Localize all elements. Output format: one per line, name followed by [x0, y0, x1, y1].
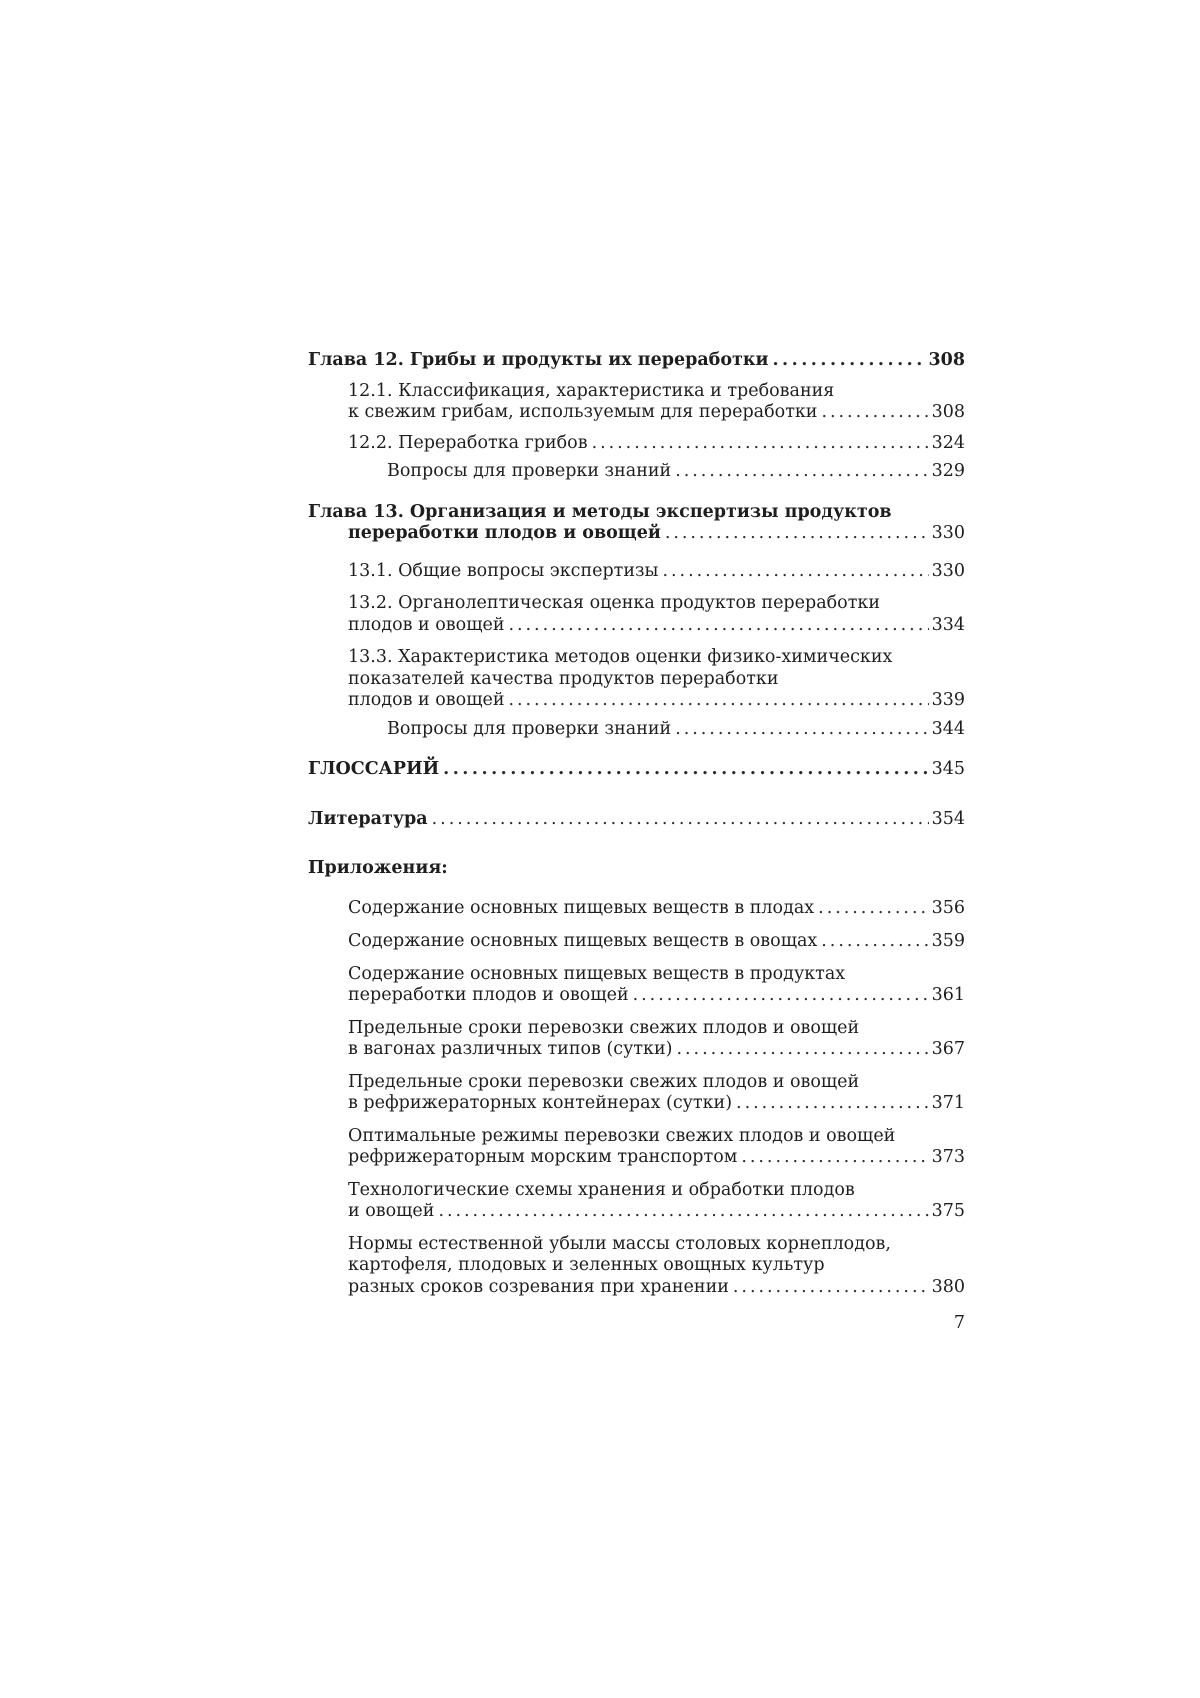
toc-entry-line: разных сроков созревания при хранении: [348, 1276, 729, 1297]
toc-page-number: 371: [931, 1093, 965, 1113]
toc-page-number: 334: [931, 614, 965, 635]
toc-page-number: 324: [931, 432, 965, 453]
toc-entry-line: плодов и овощей: [348, 614, 505, 635]
table-of-contents: [308, 350, 965, 1298]
dot-leader: [736, 1093, 929, 1115]
dot-leader: [733, 1277, 929, 1299]
toc-entry-line: 13.3. Характеристика методов оценки физико-химических: [348, 647, 893, 667]
toc-entry-line: Глава 13. Организация и методы экспертизы продуктов: [308, 501, 892, 522]
dot-leader: [665, 523, 929, 545]
toc-page-number: 380: [931, 1276, 965, 1297]
toc-glossary: [308, 759, 965, 781]
toc-questions-12: [308, 461, 965, 483]
toc-entry-title: 13.1. Общие вопросы экспертизы: [348, 560, 659, 581]
toc-page-number: 329: [931, 461, 965, 481]
dot-leader: [818, 898, 928, 920]
dot-leader: [508, 615, 928, 637]
toc-appendix-5: [308, 1072, 965, 1115]
toc-entry-title: Приложения:: [308, 858, 448, 878]
toc-page-number: 373: [931, 1147, 965, 1167]
toc-entry-line: рефрижераторным морским транспортом: [348, 1147, 738, 1167]
toc-page-number: 330: [931, 560, 965, 581]
toc-entry-line: к свежим грибам, используемым для переработки: [348, 402, 818, 422]
toc-section-13-2: [308, 593, 965, 636]
toc-section-13-3: [308, 647, 965, 712]
toc-page-number: 356: [931, 897, 965, 918]
toc-entry-line: в вагонах различных типов (сутки): [348, 1039, 673, 1059]
toc-page-number: 367: [931, 1039, 965, 1059]
dot-leader: [675, 719, 928, 741]
toc-entry-line: 13.2. Органолептическая оценка продуктов переработки: [348, 593, 880, 613]
dot-leader: [432, 809, 929, 831]
toc-entry-title: 12.2. Переработка грибов: [348, 432, 588, 453]
toc-entry-title: Вопросы для проверки знаний: [387, 718, 672, 739]
toc-entry-line: показателей качества продуктов переработки: [348, 668, 779, 689]
toc-entry-line: Содержание основных пищевых веществ в продуктах: [348, 963, 846, 984]
toc-entry-title: Глава 12. Грибы и продукты их переработки: [308, 350, 769, 370]
page-number: 7: [953, 1313, 965, 1333]
dot-leader: [508, 690, 928, 712]
toc-entry-line: Технологические схемы хранения и обработки плодов: [348, 1179, 855, 1200]
toc-entry-line: Нормы естественной убыли массы столовых корнеплодов,: [348, 1233, 891, 1254]
toc-section-12-2: [308, 433, 965, 455]
dot-leader: [821, 402, 928, 424]
dot-leader: [443, 759, 928, 781]
toc-page-number: 345: [931, 759, 965, 779]
dot-leader: [821, 931, 928, 953]
toc-page-number: 308: [931, 402, 965, 422]
toc-page-number: 330: [931, 523, 965, 543]
toc-entry-line: картофеля, плодовых и зеленных овощных культур: [348, 1255, 825, 1275]
dot-leader: [741, 1147, 928, 1169]
toc-appendix-8: [308, 1234, 965, 1299]
toc-entry-line: и овощей: [348, 1201, 435, 1221]
toc-entry-title: ГЛОССАРИЙ: [308, 759, 440, 779]
toc-page-number: 359: [931, 931, 965, 951]
toc-entry-title: Вопросы для проверки знаний: [387, 461, 672, 481]
toc-entry-title: Литература: [308, 808, 428, 829]
toc-appendix-2: [308, 931, 965, 953]
toc-entry-title: Содержание основных пищевых веществ в плодах: [348, 897, 815, 918]
toc-questions-13: [308, 719, 965, 741]
toc-chapter-13: [308, 502, 965, 545]
dot-leader: [438, 1201, 928, 1223]
dot-leader: [633, 985, 929, 1007]
dot-leader: [592, 433, 929, 455]
toc-entry-line: Предельные сроки перевозки свежих плодов и овощей: [348, 1017, 860, 1038]
toc-appendix-3: [308, 964, 965, 1007]
toc-section-12-1: [308, 381, 965, 424]
toc-page-number: 308: [928, 350, 965, 370]
dot-leader: [677, 1039, 929, 1061]
toc-appendices-heading: [308, 858, 965, 880]
toc-appendix-7: [308, 1180, 965, 1223]
toc-page-number: 361: [931, 985, 965, 1005]
dot-leader: [675, 461, 928, 483]
toc-page-number: 375: [931, 1201, 965, 1221]
dot-leader: [772, 350, 925, 372]
toc-appendix-1: [308, 898, 965, 920]
toc-entry-line: переработки плодов и овощей: [348, 523, 661, 543]
toc-entry-line: Оптимальные режимы перевозки свежих плодов и овощей: [348, 1125, 896, 1146]
toc-entry-line: плодов и овощей: [348, 690, 505, 710]
toc-section-13-1: [308, 561, 965, 583]
toc-page-number: 354: [931, 808, 965, 829]
toc-appendix-6: [308, 1126, 965, 1169]
dot-leader: [663, 561, 929, 583]
toc-page-number: 344: [931, 718, 965, 739]
toc-appendix-4: [308, 1018, 965, 1061]
toc-literature: [308, 809, 965, 831]
toc-entry-title: Содержание основных пищевых веществ в овощах: [348, 931, 818, 951]
toc-entry-line: переработки плодов и овощей: [348, 985, 629, 1005]
toc-page-number: 339: [931, 690, 965, 710]
toc-entry-line: 12.1. Классификация, характеристика и требования: [348, 380, 835, 401]
toc-entry-line: Предельные сроки перевозки свежих плодов и овощей: [348, 1071, 860, 1092]
toc-entry-line: в рефрижераторных контейнерах (сутки): [348, 1093, 733, 1113]
toc-chapter-12: [308, 350, 965, 372]
